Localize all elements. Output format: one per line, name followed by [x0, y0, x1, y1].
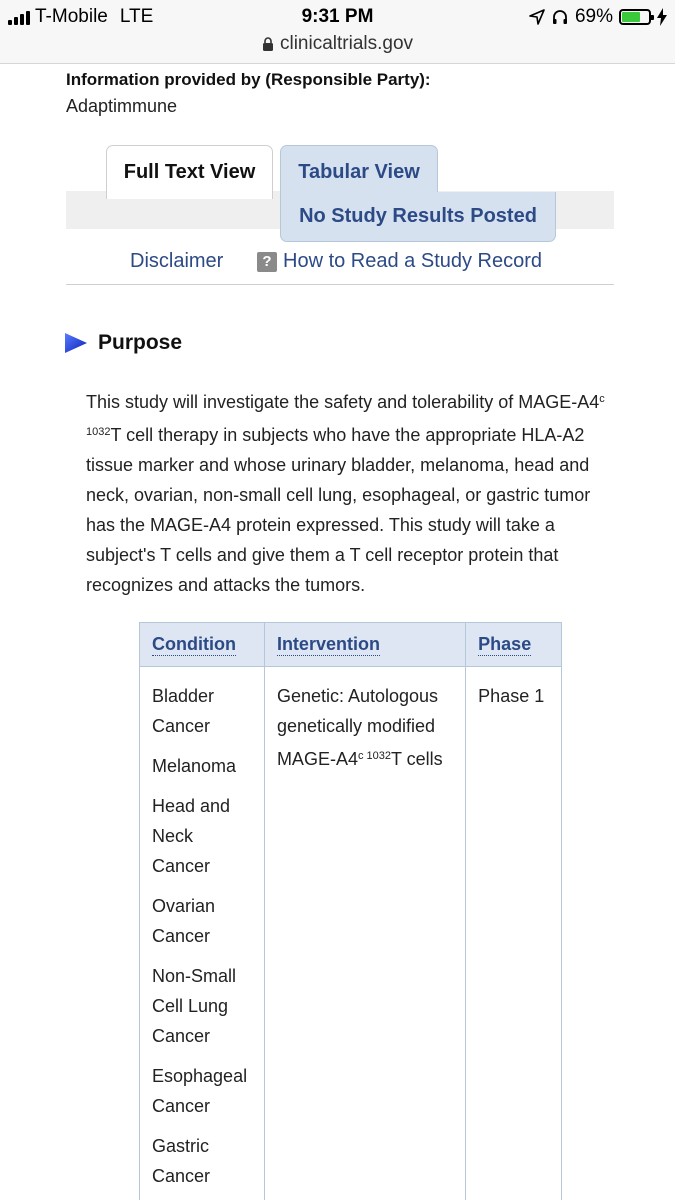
divider: [66, 284, 614, 285]
phase-cell: Phase 1: [466, 667, 562, 1200]
intervention-superscript: c 1032: [357, 750, 391, 762]
table-row: [140, 667, 562, 1200]
purpose-title: Purpose: [98, 331, 183, 354]
condition-cell: [140, 667, 265, 1200]
help-icon: ?: [257, 252, 277, 272]
purpose-superscript: c 1032: [86, 393, 605, 438]
header-phase[interactable]: [466, 623, 562, 667]
location-arrow-icon: [529, 9, 545, 25]
status-right: [529, 6, 667, 28]
purpose-description: [86, 384, 611, 600]
purpose-text-part1: This study will investigate the safety and tolerability of MAGE-A4: [86, 392, 600, 412]
condition-item: Ovarian Cancer: [152, 896, 216, 946]
condition-item: Melanoma: [152, 756, 237, 776]
status-time: 9:31 PM: [301, 6, 374, 27]
header-condition[interactable]: [140, 623, 265, 667]
header-phase-label: Phase: [478, 634, 532, 654]
how-to-read-label: How to Read a Study Record: [283, 250, 543, 272]
disclaimer-link[interactable]: Disclaimer: [130, 250, 224, 272]
charging-bolt-icon: [657, 8, 667, 26]
intervention-cell: [264, 667, 465, 1200]
condition-item: Esophageal Cancer: [152, 1066, 248, 1116]
network-type: LTE: [119, 6, 154, 27]
tab-full-text-view[interactable]: Full Text View: [106, 145, 273, 199]
battery-icon: [619, 9, 651, 25]
how-to-read-link[interactable]: [257, 250, 542, 273]
condition-item: Gastric Cancer: [152, 1136, 211, 1186]
condition-item: Non-Small Cell Lung Cancer: [152, 966, 237, 1046]
purpose-text-part2: T cell therapy in subjects who have the appropriate HLA-A2 tissue marker and whose urinary bladder, melanoma, head and neck, ovarian, non-small cell lung, esophageal, or gastric tumor has the MAGE-A4 protein expressed. This study will take a subject's T cells and give them a T cell receptor protein that recognizes and attacks the tumors.: [86, 425, 591, 595]
intervention-part1: Genetic: Autologous genetically modified MAGE-A4: [276, 686, 439, 769]
header-intervention-label: Intervention: [276, 634, 380, 654]
header-intervention[interactable]: [264, 623, 465, 667]
url-text: clinicaltrials.gov: [279, 33, 414, 54]
tab-no-study-results[interactable]: No Study Results Posted: [280, 192, 556, 242]
headphones-icon: [551, 8, 569, 26]
url-bar[interactable]: [0, 33, 675, 55]
header-condition-label: Condition: [152, 634, 236, 654]
condition-item: Bladder Cancer: [152, 686, 215, 736]
study-table: [139, 622, 562, 1200]
lock-icon: [262, 37, 274, 52]
purpose-header[interactable]: [64, 331, 182, 355]
responsible-party-label: Information provided by (Responsible Party):: [66, 70, 431, 89]
carrier-name: T-Mobile: [35, 6, 108, 27]
tab-tabular-view[interactable]: Tabular View: [280, 145, 438, 199]
responsible-party-value: Adaptimmune: [66, 96, 178, 116]
expand-triangle-icon: [64, 332, 88, 354]
condition-item: Head and Neck Cancer: [152, 796, 231, 876]
intervention-part2: T cells: [391, 749, 443, 769]
browser-chrome: [0, 0, 675, 64]
battery-percent: 69%: [574, 6, 613, 27]
